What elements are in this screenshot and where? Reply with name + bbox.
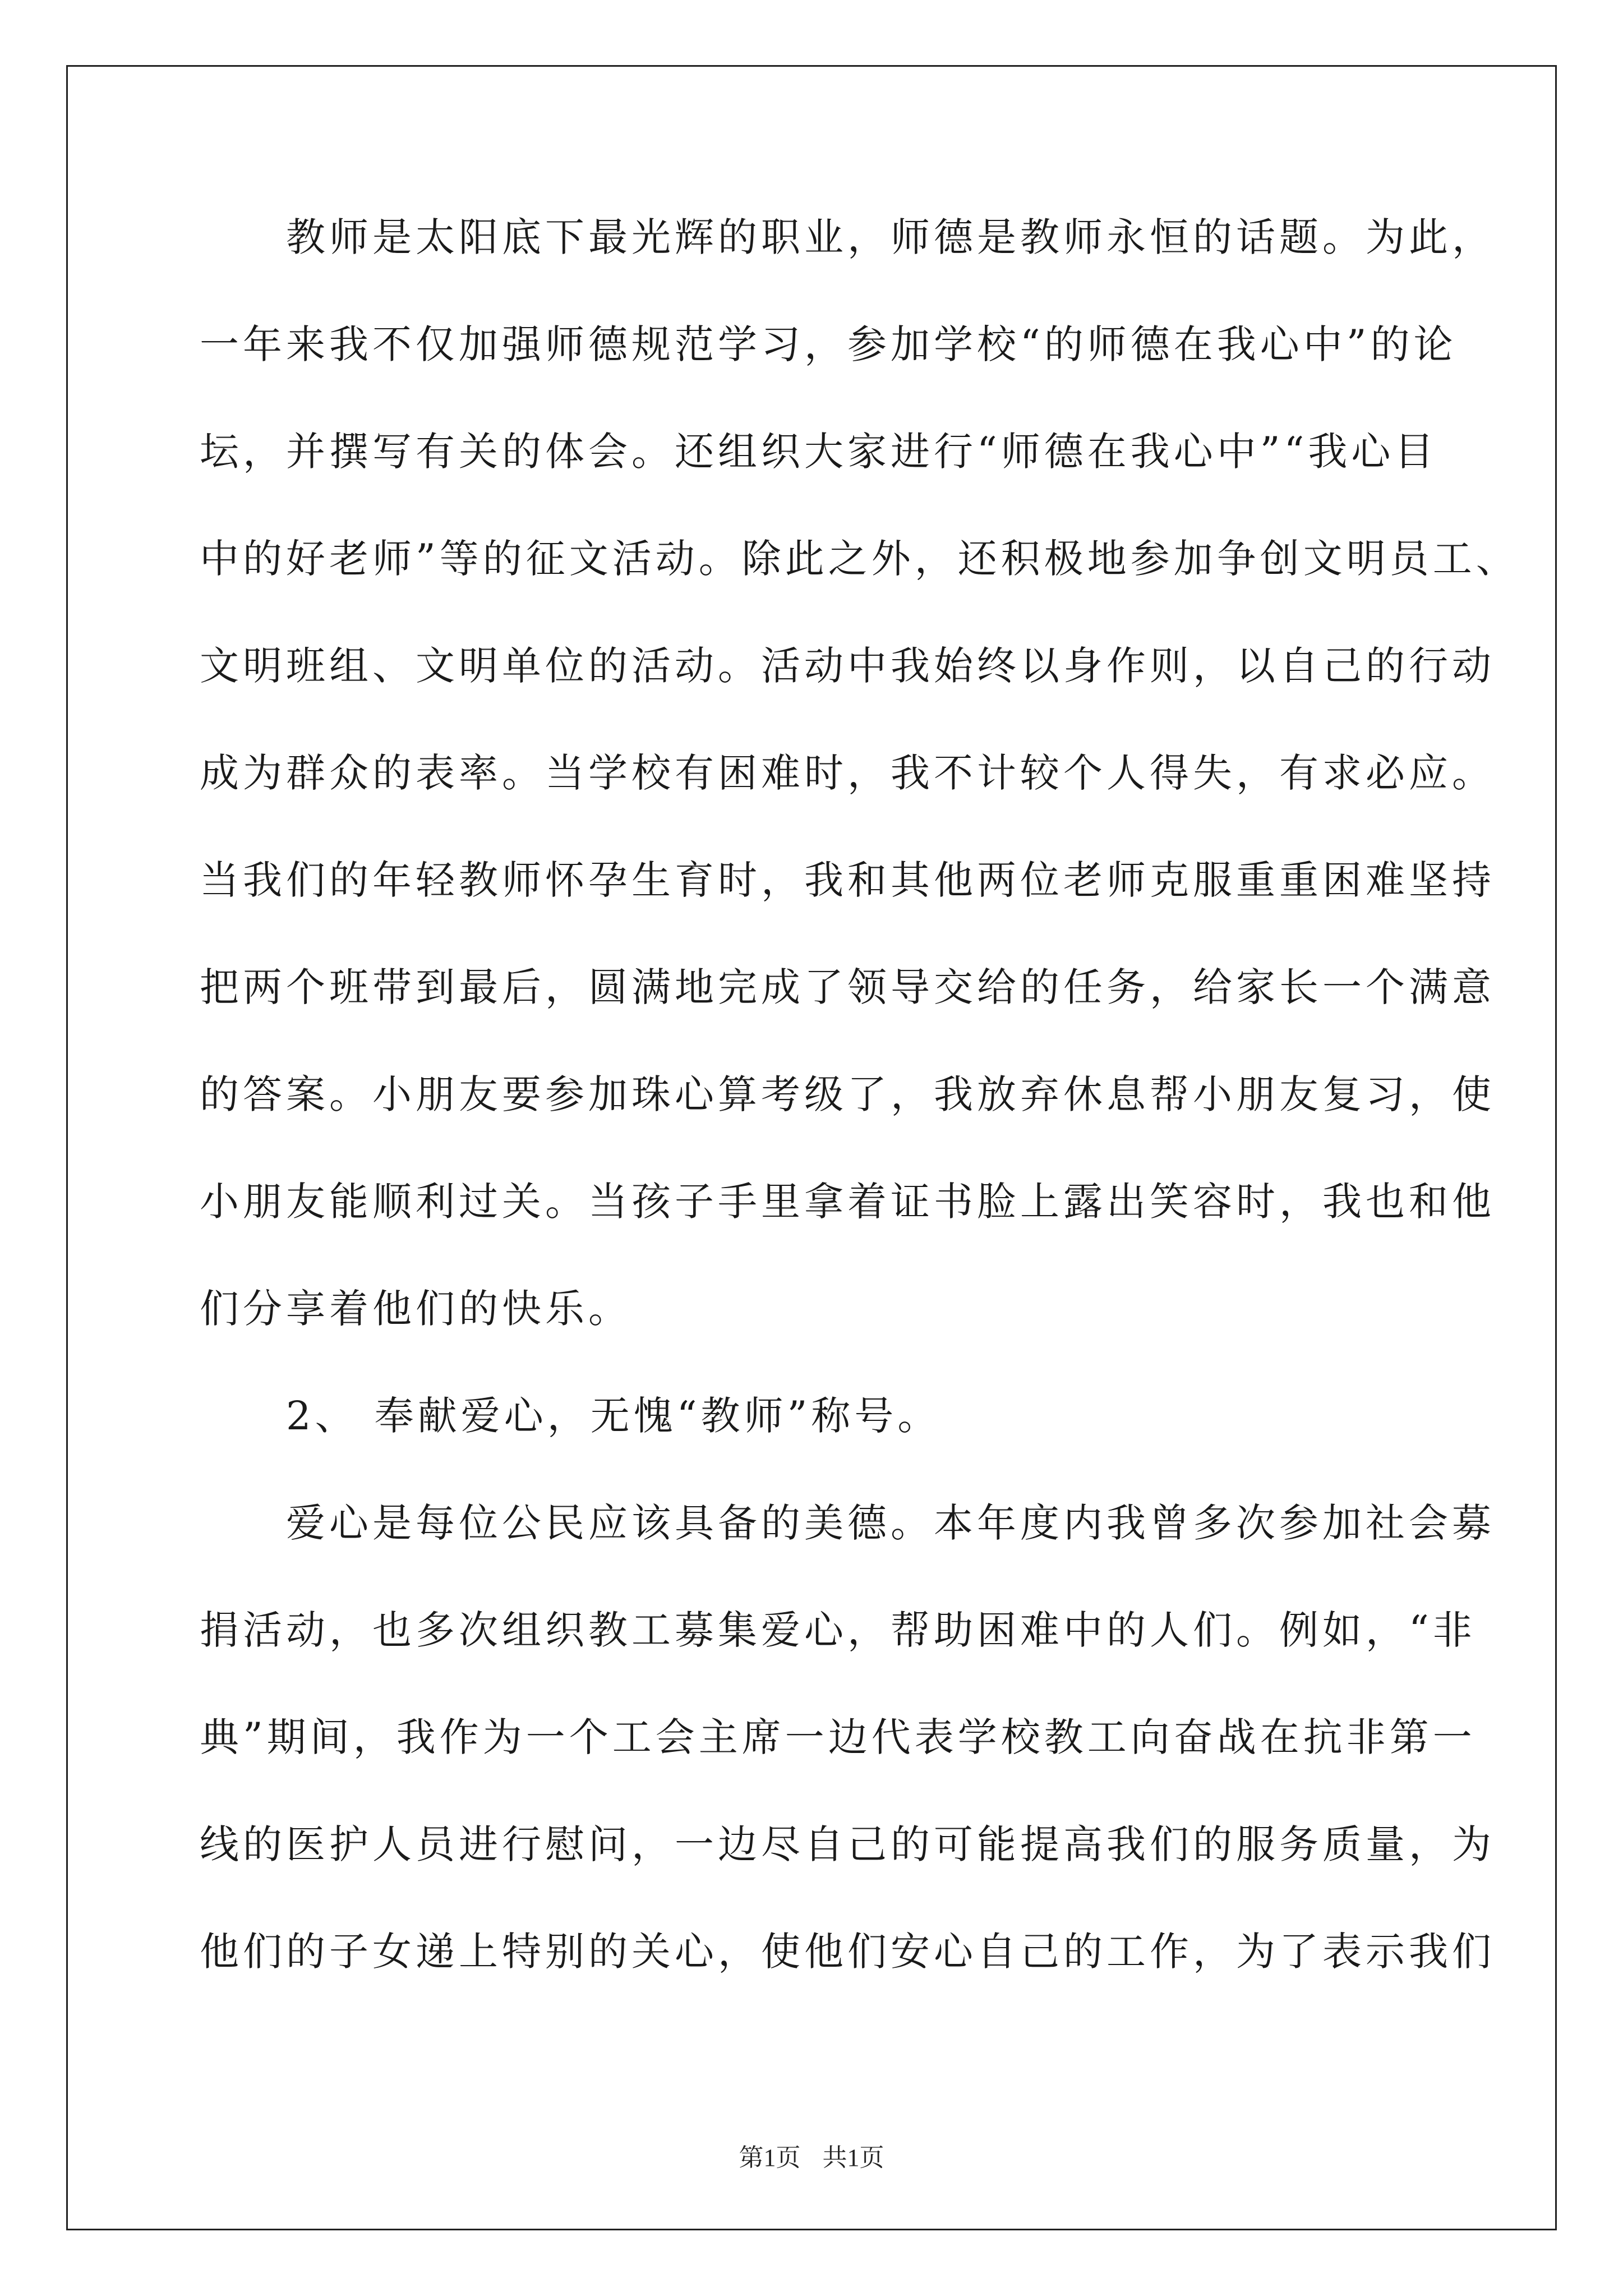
page-number-total: 共1页 (822, 2144, 884, 2171)
page-footer (0, 2137, 1623, 2173)
text-line: 捐活动，也多次组织教工募集爱心，帮助困难中的人们。例如，“非 (200, 1607, 1476, 1653)
text-line: 一年来我不仅加强师德规范学习，参加学校“的师德在我心中”的论 (200, 321, 1457, 367)
text-line: 爱心是每位公民应该具备的美德。本年度内我曾多次参加社会募 (200, 1500, 1495, 1546)
text-line: 当我们的年轻教师怀孕生育时，我和其他两位老师克服重重困难坚持 (200, 857, 1495, 903)
text-line: 小朋友能顺利过关。当孩子手里拿着证书脸上露出笑容时，我也和他 (200, 1179, 1495, 1225)
text-line: 坛，并撰写有关的体会。还组织大家进行“师德在我心中”“我心目 (200, 429, 1438, 475)
text-line: 成为群众的表率。当学校有困难时，我不计较个人得失，有求必应。 (200, 750, 1495, 796)
document-body (200, 210, 1519, 2032)
text-line: 典”期间，我作为一个工会主席一边代表学校教工向奋战在抗非第一 (200, 1714, 1476, 1760)
section-heading: 2、 奉献爱心，无愧“教师”称号。 (200, 1393, 941, 1439)
text-line: 文明班组、文明单位的活动。活动中我始终以身作则，以自己的行动 (200, 643, 1495, 689)
text-line: 他们的子女递上特别的关心，使他们安心自己的工作，为了表示我们 (200, 1929, 1495, 1975)
text-line: 把两个班带到最后，圆满地完成了领导交给的任务，给家长一个满意 (200, 964, 1495, 1010)
text-line: 线的医护人员进行慰问，一边尽自己的可能提高我们的服务质量，为 (200, 1821, 1495, 1867)
text-line: 中的好老师”等的征文活动。除此之外，还积极地参加争创文明员工、 (200, 536, 1519, 582)
page-number-current: 第1页 (739, 2144, 801, 2171)
text-line: 教师是太阳底下最光辉的职业，师德是教师永恒的话题。为此， (200, 214, 1495, 260)
text-line: 们分享着他们的快乐。 (200, 1286, 631, 1332)
text-line: 的答案。小朋友要参加珠心算考级了，我放弃休息帮小朋友复习，使 (200, 1071, 1495, 1117)
